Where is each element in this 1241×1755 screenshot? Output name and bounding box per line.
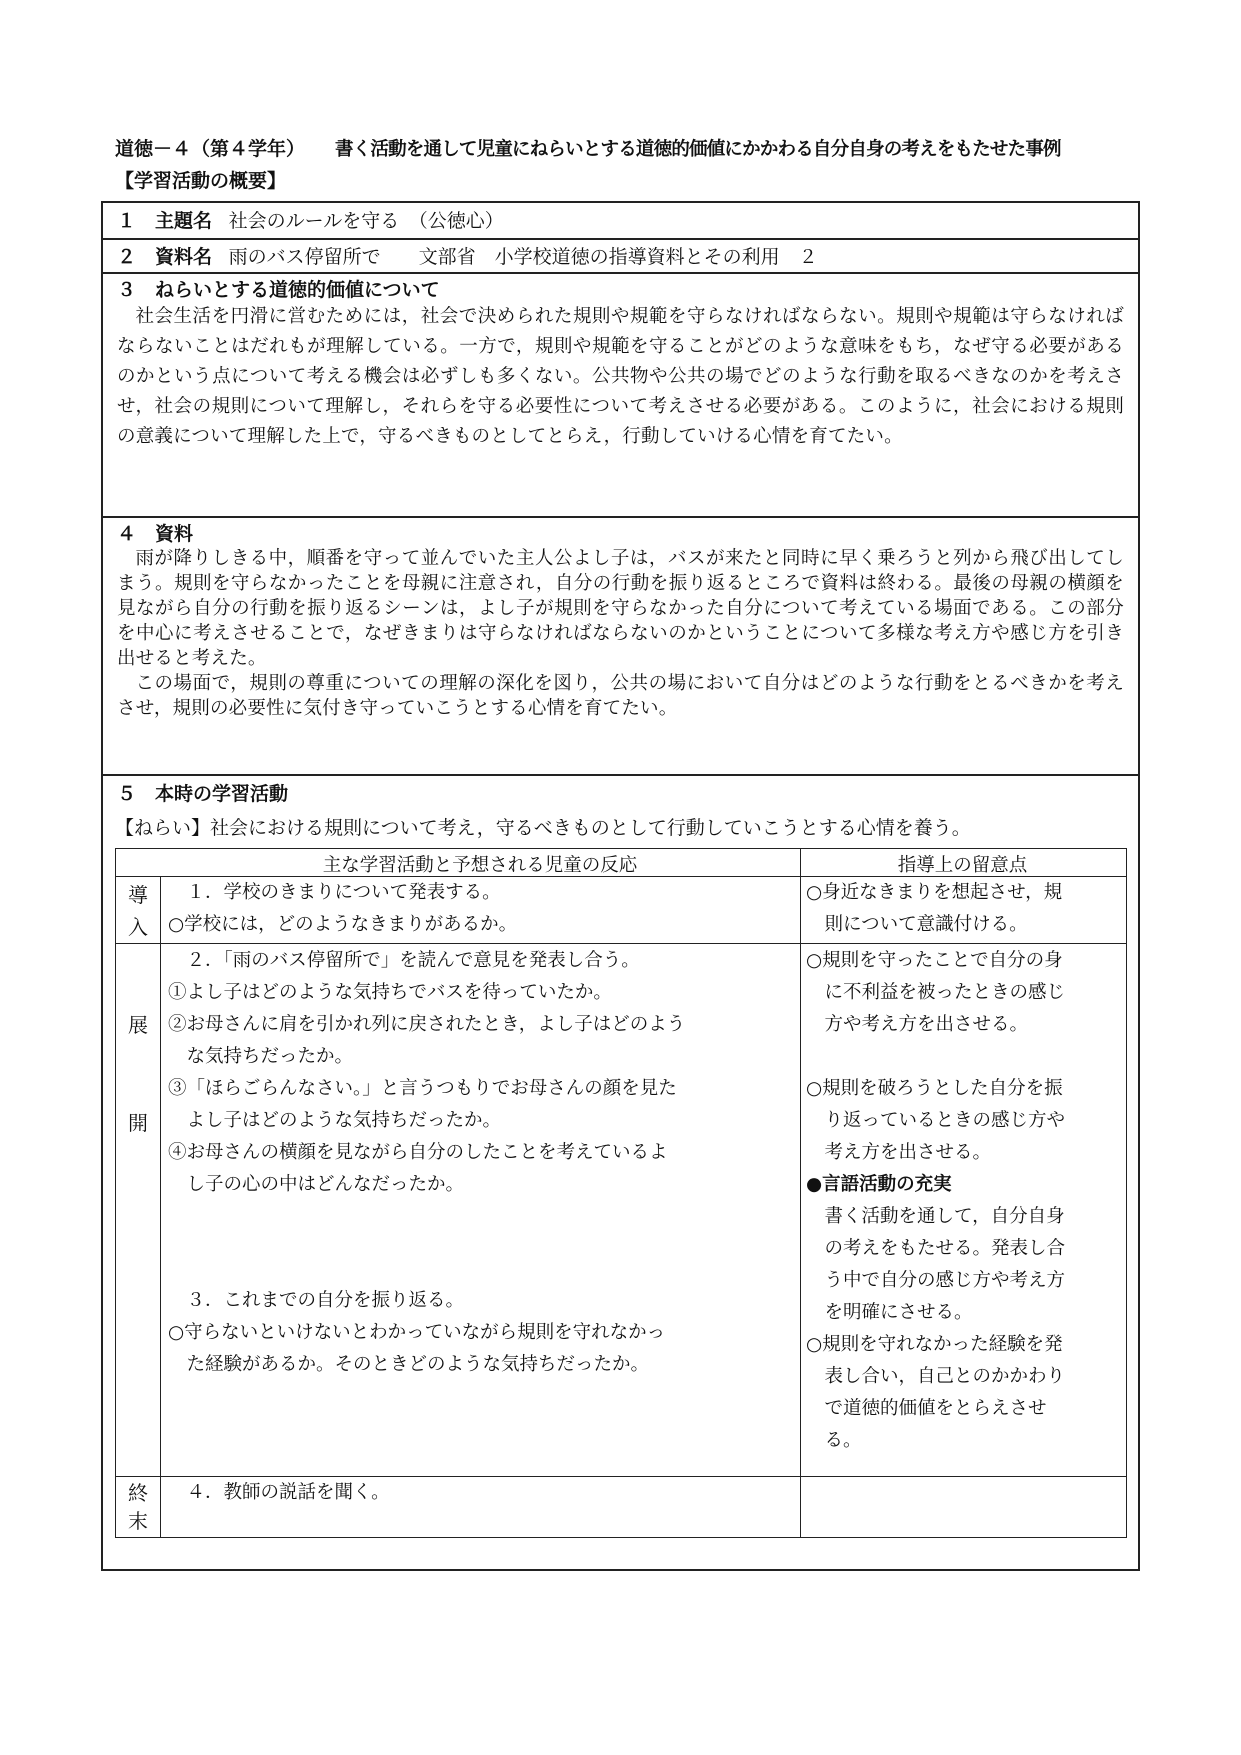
list-item: ①よし子はどのような気持ちでバスを待っていたか。: [168, 982, 612, 1003]
section-lesson-activities-label: ５ 本時の学習活動: [117, 783, 289, 805]
table-row-divider: [116, 943, 1126, 944]
develop-activities: [168, 945, 685, 1201]
list-item: る。: [824, 1430, 862, 1451]
list-item: 則について意識付ける。: [824, 914, 1028, 935]
phase-intro-char-2: 入: [128, 915, 148, 939]
section-material-label: ２ 資料名: [117, 246, 213, 268]
divider: [103, 774, 1138, 776]
list-item: １．学校のきまりについて発表する。: [186, 882, 501, 903]
divider: [103, 516, 1138, 518]
list-item: よし子はどのような気持ちだったか。: [186, 1110, 502, 1131]
title-lesson-code: 道徳－４（第４学年）: [115, 138, 306, 160]
table-col-divider: [800, 849, 801, 1537]
intro-notes: [806, 877, 1062, 941]
phase-develop-char-2: 開: [128, 1111, 148, 1135]
list-item: 方や考え方を出させる。: [824, 1014, 1029, 1035]
section-material-name: [117, 242, 1124, 269]
section-material-text-1: 雨が降りしきる中，順番を守って並んでいた主人公よし子は，バスが来たと同時に早く乗ろうと列から飛び出してしまう。規則を守らなかったことを母親に注意され，自分の行動を振り返るところで資料は終わる。最後の母親の横顔を見ながら自分の行動を振り返るシーンは，よし子が規則を守らなかった自分について考えている場面である。この部分を中心に考えさせることで，なぜきまりは守らなければならないのかということについて多様な考え方や感じ方を引き出せると考えた。: [117, 548, 1124, 669]
list-item: ○守らないといけないとわかっていながら規則を守れなかっ: [168, 1322, 666, 1343]
divider: [103, 238, 1138, 240]
list-item: ○規則を破ろうとした自分を振: [806, 1078, 1063, 1099]
develop-reflection-activities: [168, 1285, 665, 1381]
list-item: ③「ほらごらんなさい。」と言うつもりでお母さんの顔を見た: [168, 1078, 677, 1099]
phase-develop-char-1: 展: [128, 1013, 148, 1037]
list-item: で道徳的価値をとらえさせ: [824, 1398, 1047, 1419]
list-item: 書く活動を通して，自分自身: [824, 1206, 1065, 1227]
intro-activities: [168, 877, 517, 941]
lesson-table: [115, 848, 1127, 1538]
section-theme-value: 社会のルールを守る （公徳心）: [228, 210, 504, 232]
list-item: し子の心の中はどんなだったか。: [186, 1174, 465, 1195]
section-material: [117, 519, 1124, 721]
phase-end-char-1: 終: [128, 1481, 148, 1505]
list-item: な気持ちだったか。: [186, 1046, 354, 1067]
list-item: ○身近なきまりを想起させ，規: [806, 882, 1063, 903]
list-item: に不利益を被ったときの感じ: [824, 982, 1066, 1003]
list-item: う中で自分の感じ方や考え方: [824, 1270, 1066, 1291]
table-col-divider: [160, 876, 161, 1537]
section-moral-value-text: 社会生活を円滑に営むためには，社会で決められた規則や規範を守らなければならない。規則や規範は守らなければならないことはだれもが理解している。一方で，規則や規範を守ることがどのような意味をもち，なぜ守る必要があるのかという点について考える機会は必ずしも多くない。公共物や公共の場でどのような行動を取るべきなのかを考えさせ，社会の規則について理解し，それらを守る必要性について考えさせる必要がある。このように，社会における規則の意義について理解した上で，守るべきものとしてとらえ，行動していける心情を育てたい。: [117, 306, 1124, 447]
title-case-description: 書く活動を通して児童にねらいとする道徳的価値にかかわる自分自身の考えをもたせた事例: [335, 139, 1061, 160]
list-item: ④お母さんの横顔を見ながら自分のしたことを考えているよ: [168, 1142, 668, 1163]
list-item: ○規則を守れなかった経験を発: [806, 1334, 1063, 1355]
develop-notes: [806, 945, 1065, 1457]
list-item: り返っているときの感じ方や: [824, 1110, 1066, 1131]
divider: [103, 272, 1138, 274]
list-item: の考えをもたせる。発表し合: [824, 1238, 1066, 1259]
list-item: ○規則を守ったことで自分の身: [806, 950, 1063, 971]
list-item: ４．教師の説話を聞く。: [186, 1482, 390, 1503]
list-item: ３．これまでの自分を振り返る。: [186, 1290, 465, 1311]
list-item: ②お母さんに肩を引かれ列に戻されたとき，よし子はどのよう: [168, 1014, 686, 1035]
overview-heading: 【学習活動の概要】: [115, 170, 287, 192]
section-theme: [117, 206, 1124, 233]
phase-end-char-2: 末: [128, 1509, 148, 1533]
list-item: 表し合い，自己とのかかわり: [824, 1366, 1066, 1387]
lesson-aim: 【ねらい】社会における規則について考え，守るべきものとして行動していこうとする心情を養う。: [115, 817, 971, 839]
list-item: を明確にさせる。: [824, 1302, 973, 1323]
section-moral-value-label: ３ ねらいとする道徳的価値について: [117, 279, 440, 301]
overview-frame: [101, 201, 1140, 1571]
end-activities: [168, 1477, 390, 1509]
document-title: [115, 134, 1061, 161]
list-item: ○学校には，どのようなきまりがあるか。: [168, 914, 518, 935]
column-header-activities: 主な学習活動と予想される児童の反応: [322, 855, 638, 876]
section-material-text-2: この場面で，規則の尊重についての理解の深化を図り，公共の場において自分はどのような行動をとるべきかを考えさせ，規則の必要性に気付き守っていこうとする心情を育てたい。: [117, 673, 1124, 719]
section-moral-value: [117, 275, 1124, 452]
list-item: 考え方を出させる。: [824, 1142, 992, 1163]
section-theme-label: １ 主題名: [117, 210, 213, 232]
language-activity-heading: ●言語活動の充実: [806, 1174, 952, 1195]
list-item: た経験があるか。そのときどのような気持ちだったか。: [186, 1354, 650, 1375]
section-material-value: 雨のバス停留所で 文部省 小学校道徳の指導資料とその利用 ２: [228, 246, 818, 268]
list-item: ２．「雨のバス停留所で」を読んで意見を発表し合う。: [186, 950, 640, 971]
phase-intro-char-1: 導: [128, 883, 148, 907]
column-header-notes: 指導上の留意点: [897, 855, 1028, 876]
section-material-heading: ４ 資料: [117, 523, 194, 545]
